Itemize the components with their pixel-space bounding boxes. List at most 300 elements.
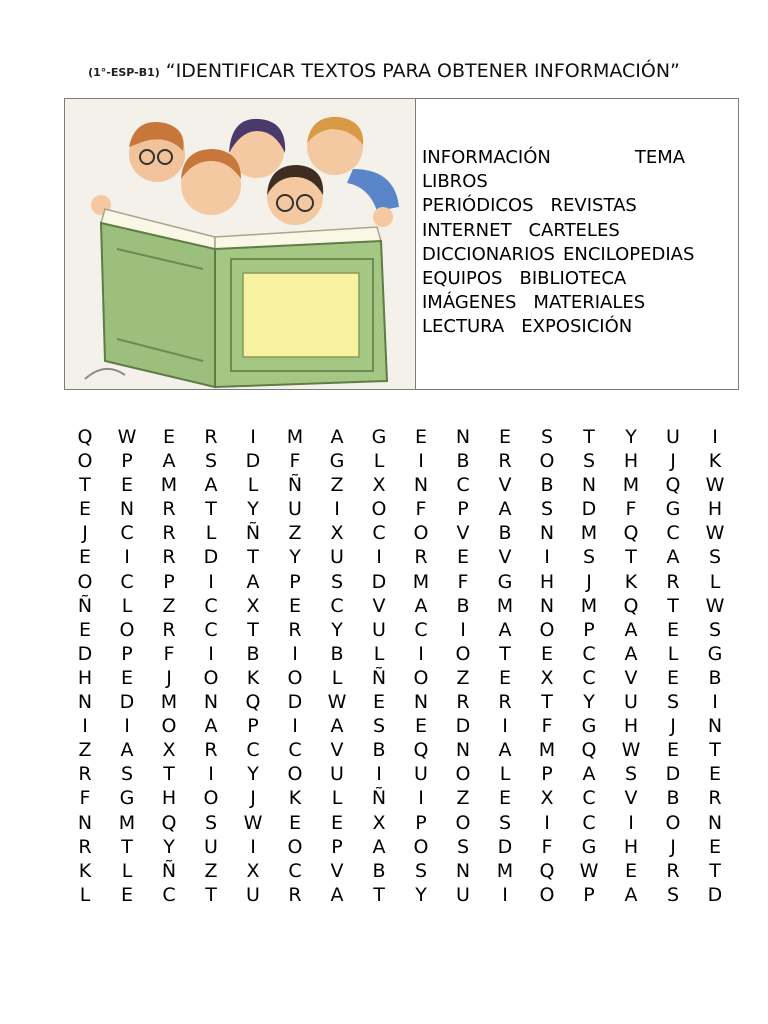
grid-letter[interactable]: W <box>621 739 641 762</box>
grid-letter[interactable]: T <box>121 835 133 858</box>
grid-letter[interactable]: F <box>625 498 637 521</box>
grid-letter[interactable]: S <box>498 811 512 834</box>
grid-letter[interactable]: P <box>583 883 595 906</box>
grid-letter[interactable]: R <box>666 570 680 593</box>
grid-letter[interactable]: N <box>581 474 597 497</box>
grid-letter[interactable]: I <box>502 883 508 906</box>
grid-letter[interactable]: P <box>163 570 175 593</box>
grid-letter[interactable]: S <box>372 715 386 738</box>
grid-letter[interactable]: U <box>372 618 386 641</box>
grid-letter[interactable]: K <box>288 787 302 810</box>
grid-letter[interactable]: C <box>288 859 302 882</box>
grid-letter[interactable]: G <box>371 426 387 448</box>
grid-letter[interactable]: O <box>287 666 303 689</box>
grid-letter[interactable]: M <box>580 594 598 617</box>
grid-letter[interactable]: O <box>371 498 387 521</box>
grid-letter[interactable]: Z <box>78 739 92 762</box>
grid-letter[interactable]: S <box>456 835 470 858</box>
grid-letter[interactable]: Q <box>539 859 555 882</box>
grid-letter[interactable]: R <box>414 546 428 569</box>
grid-letter[interactable]: U <box>330 763 344 786</box>
grid-letter[interactable]: S <box>204 811 218 834</box>
grid-letter[interactable]: I <box>544 811 550 834</box>
grid-letter[interactable]: T <box>247 546 259 569</box>
grid-letter[interactable]: S <box>330 570 344 593</box>
grid-letter[interactable]: E <box>540 642 553 665</box>
grid-letter[interactable]: I <box>460 618 466 641</box>
grid-letter[interactable]: C <box>372 522 386 545</box>
grid-letter[interactable]: R <box>708 787 722 810</box>
grid-letter[interactable]: S <box>708 618 722 641</box>
grid-letter[interactable]: I <box>250 426 256 448</box>
grid-letter[interactable]: R <box>288 883 302 906</box>
grid-letter[interactable]: F <box>541 835 553 858</box>
grid-letter[interactable]: P <box>541 763 553 786</box>
grid-letter[interactable]: D <box>707 883 723 906</box>
grid-letter[interactable]: G <box>581 835 597 858</box>
grid-letter[interactable]: T <box>499 642 511 665</box>
grid-letter[interactable]: R <box>498 450 512 473</box>
grid-letter[interactable]: S <box>120 763 134 786</box>
grid-letter[interactable]: A <box>498 739 512 762</box>
grid-letter[interactable]: P <box>121 642 133 665</box>
grid-letter[interactable]: S <box>540 426 554 448</box>
grid-letter[interactable]: I <box>502 715 508 738</box>
grid-letter[interactable]: I <box>292 715 298 738</box>
grid-letter[interactable]: F <box>79 787 91 810</box>
grid-letter[interactable]: F <box>541 715 553 738</box>
grid-letter[interactable]: L <box>331 666 343 689</box>
grid-letter[interactable]: C <box>204 618 218 641</box>
grid-letter[interactable]: O <box>77 450 93 473</box>
grid-letter[interactable]: E <box>624 859 637 882</box>
grid-letter[interactable]: H <box>623 835 639 858</box>
grid-letter[interactable]: A <box>498 498 512 521</box>
grid-letter[interactable]: D <box>371 570 387 593</box>
grid-letter[interactable]: I <box>712 691 718 714</box>
grid-letter[interactable]: T <box>583 426 595 448</box>
grid-letter[interactable]: S <box>540 498 554 521</box>
grid-letter[interactable]: A <box>624 642 638 665</box>
grid-letter[interactable]: M <box>160 691 178 714</box>
grid-letter[interactable]: E <box>498 426 511 448</box>
grid-letter[interactable]: M <box>286 426 304 448</box>
grid-letter[interactable]: A <box>498 618 512 641</box>
grid-letter[interactable]: A <box>246 570 260 593</box>
grid-letter[interactable]: C <box>414 618 428 641</box>
grid-letter[interactable]: L <box>373 642 385 665</box>
grid-letter[interactable]: A <box>162 450 176 473</box>
grid-letter[interactable]: U <box>246 883 260 906</box>
grid-letter[interactable]: O <box>413 835 429 858</box>
grid-letter[interactable]: A <box>204 474 218 497</box>
grid-letter[interactable]: R <box>78 763 92 786</box>
grid-letter[interactable]: I <box>628 811 634 834</box>
grid-letter[interactable]: K <box>708 450 722 473</box>
grid-letter[interactable]: L <box>247 474 259 497</box>
grid-letter[interactable]: T <box>205 498 217 521</box>
grid-letter[interactable]: W <box>243 811 263 834</box>
grid-letter[interactable]: W <box>117 426 137 448</box>
grid-letter[interactable]: I <box>544 546 550 569</box>
grid-letter[interactable]: O <box>455 642 471 665</box>
grid-letter[interactable]: Q <box>623 594 639 617</box>
grid-letter[interactable]: I <box>418 642 424 665</box>
grid-letter[interactable]: V <box>498 546 512 569</box>
grid-letter[interactable]: V <box>330 739 344 762</box>
grid-letter[interactable]: G <box>707 642 723 665</box>
grid-letter[interactable]: R <box>162 498 176 521</box>
grid-letter[interactable]: N <box>413 691 429 714</box>
grid-letter[interactable]: I <box>712 426 718 448</box>
grid-letter[interactable]: H <box>77 666 93 689</box>
grid-letter[interactable]: Y <box>625 426 637 448</box>
grid-letter[interactable]: Ñ <box>245 522 261 545</box>
grid-letter[interactable]: N <box>413 474 429 497</box>
grid-letter[interactable]: I <box>376 546 382 569</box>
grid-letter[interactable]: G <box>665 498 681 521</box>
grid-letter[interactable]: A <box>582 763 596 786</box>
grid-letter[interactable]: O <box>203 666 219 689</box>
grid-letter[interactable]: W <box>705 594 725 617</box>
grid-letter[interactable]: S <box>204 450 218 473</box>
grid-letter[interactable]: R <box>288 618 302 641</box>
grid-letter[interactable]: M <box>580 522 598 545</box>
grid-letter[interactable]: N <box>539 522 555 545</box>
grid-letter[interactable]: T <box>709 859 721 882</box>
grid-letter[interactable]: B <box>708 666 722 689</box>
grid-letter[interactable]: L <box>79 883 91 906</box>
grid-letter[interactable]: N <box>77 811 93 834</box>
grid-letter[interactable]: T <box>205 883 217 906</box>
grid-letter[interactable]: U <box>204 835 218 858</box>
grid-letter[interactable]: F <box>457 570 469 593</box>
grid-letter[interactable]: T <box>163 763 175 786</box>
grid-letter[interactable]: R <box>498 691 512 714</box>
grid-letter[interactable]: E <box>120 666 133 689</box>
grid-letter[interactable]: O <box>539 618 555 641</box>
grid-letter[interactable]: N <box>539 594 555 617</box>
grid-letter[interactable]: E <box>498 787 511 810</box>
grid-letter[interactable]: I <box>124 715 130 738</box>
grid-letter[interactable]: O <box>455 763 471 786</box>
grid-letter[interactable]: E <box>162 426 175 448</box>
grid-letter[interactable]: Z <box>288 522 302 545</box>
grid-letter[interactable]: E <box>120 474 133 497</box>
grid-letter[interactable]: Y <box>415 883 427 906</box>
grid-letter[interactable]: R <box>162 618 176 641</box>
grid-letter[interactable]: V <box>372 594 386 617</box>
grid-letter[interactable]: G <box>119 787 135 810</box>
grid-letter[interactable]: M <box>118 811 136 834</box>
grid-letter[interactable]: E <box>288 594 301 617</box>
grid-letter[interactable]: W <box>579 859 599 882</box>
grid-letter[interactable]: L <box>373 450 385 473</box>
grid-letter[interactable]: B <box>330 642 344 665</box>
grid-letter[interactable]: C <box>288 739 302 762</box>
grid-letter[interactable]: E <box>456 546 469 569</box>
grid-letter[interactable]: C <box>456 474 470 497</box>
grid-letter[interactable]: F <box>289 450 301 473</box>
grid-letter[interactable]: B <box>456 450 470 473</box>
grid-letter[interactable]: X <box>372 474 386 497</box>
grid-letter[interactable]: O <box>119 618 135 641</box>
grid-letter[interactable]: J <box>670 835 676 858</box>
grid-letter[interactable]: O <box>77 570 93 593</box>
grid-letter[interactable]: P <box>415 811 427 834</box>
grid-letter[interactable]: P <box>457 498 469 521</box>
grid-letter[interactable]: K <box>624 570 638 593</box>
grid-letter[interactable]: E <box>372 691 385 714</box>
grid-letter[interactable]: M <box>538 739 556 762</box>
grid-letter[interactable]: E <box>666 666 679 689</box>
grid-letter[interactable]: U <box>456 883 470 906</box>
grid-letter[interactable]: K <box>78 859 92 882</box>
grid-letter[interactable]: I <box>376 763 382 786</box>
grid-letter[interactable]: H <box>623 450 639 473</box>
grid-letter[interactable]: E <box>666 618 679 641</box>
grid-letter[interactable]: O <box>161 715 177 738</box>
grid-letter[interactable]: O <box>455 811 471 834</box>
grid-letter[interactable]: N <box>203 691 219 714</box>
grid-letter[interactable]: T <box>625 546 637 569</box>
grid-letter[interactable]: Y <box>247 498 259 521</box>
grid-letter[interactable]: I <box>208 763 214 786</box>
grid-letter[interactable]: J <box>250 787 256 810</box>
grid-letter[interactable]: E <box>414 715 427 738</box>
grid-letter[interactable]: T <box>79 474 91 497</box>
grid-letter[interactable]: A <box>372 835 386 858</box>
grid-letter[interactable]: D <box>245 450 261 473</box>
grid-letter[interactable]: L <box>709 570 721 593</box>
grid-letter[interactable]: E <box>708 835 721 858</box>
grid-letter[interactable]: Q <box>77 426 93 448</box>
grid-letter[interactable]: I <box>82 715 88 738</box>
grid-letter[interactable]: Y <box>163 835 175 858</box>
grid-letter[interactable]: E <box>78 546 91 569</box>
grid-letter[interactable]: B <box>498 522 512 545</box>
grid-letter[interactable]: P <box>247 715 259 738</box>
grid-letter[interactable]: E <box>120 883 133 906</box>
grid-letter[interactable]: C <box>666 522 680 545</box>
grid-letter[interactable]: P <box>583 618 595 641</box>
grid-letter[interactable]: Ñ <box>287 474 303 497</box>
grid-letter[interactable]: M <box>160 474 178 497</box>
grid-letter[interactable]: N <box>455 426 471 448</box>
grid-letter[interactable]: M <box>412 570 430 593</box>
grid-letter[interactable]: P <box>289 570 301 593</box>
grid-letter[interactable]: W <box>327 691 347 714</box>
grid-letter[interactable]: A <box>330 426 344 448</box>
grid-letter[interactable]: C <box>582 787 596 810</box>
grid-letter[interactable]: B <box>246 642 260 665</box>
grid-letter[interactable]: J <box>670 715 676 738</box>
grid-letter[interactable]: V <box>498 474 512 497</box>
grid-letter[interactable]: P <box>331 835 343 858</box>
grid-letter[interactable]: T <box>709 739 721 762</box>
grid-letter[interactable]: D <box>455 715 471 738</box>
grid-letter[interactable]: F <box>163 642 175 665</box>
grid-letter[interactable]: C <box>162 883 176 906</box>
grid-letter[interactable]: S <box>666 691 680 714</box>
grid-letter[interactable]: R <box>162 522 176 545</box>
grid-letter[interactable]: C <box>120 570 134 593</box>
grid-letter[interactable]: Ñ <box>371 666 387 689</box>
grid-letter[interactable]: N <box>455 739 471 762</box>
grid-letter[interactable]: U <box>666 426 680 448</box>
grid-letter[interactable]: E <box>330 811 343 834</box>
grid-letter[interactable]: M <box>496 859 514 882</box>
grid-letter[interactable]: N <box>119 498 135 521</box>
grid-letter[interactable]: U <box>330 546 344 569</box>
grid-letter[interactable]: O <box>413 522 429 545</box>
grid-letter[interactable]: I <box>418 450 424 473</box>
grid-letter[interactable]: O <box>665 811 681 834</box>
grid-letter[interactable]: E <box>288 811 301 834</box>
grid-letter[interactable]: R <box>204 739 218 762</box>
grid-letter[interactable]: D <box>581 498 597 521</box>
grid-letter[interactable]: J <box>670 450 676 473</box>
grid-letter[interactable]: X <box>372 811 386 834</box>
grid-letter[interactable]: X <box>162 739 176 762</box>
grid-letter[interactable]: T <box>373 883 385 906</box>
grid-letter[interactable]: P <box>121 450 133 473</box>
grid-letter[interactable]: R <box>162 546 176 569</box>
grid-letter[interactable]: I <box>292 642 298 665</box>
grid-letter[interactable]: Y <box>583 691 595 714</box>
grid-letter[interactable]: E <box>708 763 721 786</box>
grid-letter[interactable]: I <box>334 498 340 521</box>
grid-letter[interactable]: H <box>707 498 723 521</box>
grid-letter[interactable]: T <box>541 691 553 714</box>
grid-letter[interactable]: N <box>707 715 723 738</box>
grid-letter[interactable]: W <box>705 522 725 545</box>
grid-letter[interactable]: M <box>622 474 640 497</box>
grid-letter[interactable]: F <box>415 498 427 521</box>
grid-letter[interactable]: R <box>456 691 470 714</box>
grid-letter[interactable]: Q <box>245 691 261 714</box>
grid-letter[interactable]: Q <box>413 739 429 762</box>
grid-letter[interactable]: H <box>623 715 639 738</box>
grid-letter[interactable]: J <box>166 666 172 689</box>
grid-letter[interactable]: A <box>120 739 134 762</box>
grid-letter[interactable]: Z <box>456 666 470 689</box>
grid-letter[interactable]: V <box>456 522 470 545</box>
grid-letter[interactable]: Q <box>665 474 681 497</box>
grid-letter[interactable]: G <box>497 570 513 593</box>
grid-letter[interactable]: H <box>161 787 177 810</box>
grid-letter[interactable]: E <box>78 618 91 641</box>
grid-letter[interactable]: C <box>330 594 344 617</box>
grid-letter[interactable]: C <box>120 522 134 545</box>
grid-letter[interactable]: U <box>414 763 428 786</box>
grid-letter[interactable]: S <box>624 763 638 786</box>
grid-letter[interactable]: A <box>414 594 428 617</box>
grid-letter[interactable]: W <box>705 474 725 497</box>
grid-letter[interactable]: E <box>414 426 427 448</box>
grid-letter[interactable]: N <box>77 691 93 714</box>
grid-letter[interactable]: I <box>250 835 256 858</box>
grid-letter[interactable]: O <box>203 787 219 810</box>
grid-letter[interactable]: Q <box>581 739 597 762</box>
grid-letter[interactable]: G <box>329 450 345 473</box>
grid-letter[interactable]: X <box>540 787 554 810</box>
grid-letter[interactable]: L <box>499 763 511 786</box>
grid-letter[interactable]: I <box>208 570 214 593</box>
grid-letter[interactable]: L <box>331 787 343 810</box>
grid-letter[interactable]: C <box>582 642 596 665</box>
grid-letter[interactable]: S <box>582 450 596 473</box>
grid-letter[interactable]: L <box>121 859 133 882</box>
grid-letter[interactable]: M <box>496 594 514 617</box>
grid-letter[interactable]: B <box>540 474 554 497</box>
grid-letter[interactable]: R <box>666 859 680 882</box>
grid-letter[interactable]: G <box>581 715 597 738</box>
grid-letter[interactable]: O <box>539 450 555 473</box>
grid-letter[interactable]: N <box>707 811 723 834</box>
grid-letter[interactable]: A <box>204 715 218 738</box>
grid-letter[interactable]: V <box>624 787 638 810</box>
grid-letter[interactable]: D <box>119 691 135 714</box>
grid-letter[interactable]: T <box>247 618 259 641</box>
grid-letter[interactable]: D <box>665 763 681 786</box>
grid-letter[interactable]: L <box>121 594 133 617</box>
grid-letter[interactable]: Z <box>162 594 176 617</box>
grid-letter[interactable]: L <box>205 522 217 545</box>
grid-letter[interactable]: B <box>666 787 680 810</box>
grid-letter[interactable]: Q <box>623 522 639 545</box>
grid-letter[interactable]: U <box>288 498 302 521</box>
grid-letter[interactable]: U <box>624 691 638 714</box>
grid-letter[interactable]: E <box>78 498 91 521</box>
grid-letter[interactable]: O <box>287 763 303 786</box>
grid-letter[interactable]: H <box>539 570 555 593</box>
grid-letter[interactable]: V <box>624 666 638 689</box>
grid-letter[interactable]: A <box>666 546 680 569</box>
grid-letter[interactable]: R <box>78 835 92 858</box>
grid-letter[interactable]: C <box>582 666 596 689</box>
grid-letter[interactable]: O <box>539 883 555 906</box>
grid-letter[interactable]: C <box>582 811 596 834</box>
grid-letter[interactable]: A <box>624 883 638 906</box>
grid-letter[interactable]: Z <box>204 859 218 882</box>
grid-letter[interactable]: N <box>455 859 471 882</box>
grid-letter[interactable]: O <box>287 835 303 858</box>
grid-letter[interactable]: E <box>498 666 511 689</box>
grid-letter[interactable]: B <box>456 594 470 617</box>
grid-letter[interactable]: X <box>246 594 260 617</box>
grid-letter[interactable]: K <box>246 666 260 689</box>
grid-letter[interactable]: Y <box>247 763 259 786</box>
grid-letter[interactable]: T <box>667 594 679 617</box>
grid-letter[interactable]: R <box>204 426 218 448</box>
grid-letter[interactable]: D <box>203 546 219 569</box>
grid-letter[interactable]: A <box>624 618 638 641</box>
grid-letter[interactable]: A <box>330 715 344 738</box>
grid-letter[interactable]: Z <box>456 787 470 810</box>
grid-letter[interactable]: B <box>372 739 386 762</box>
grid-letter[interactable]: D <box>287 691 303 714</box>
grid-letter[interactable]: X <box>540 666 554 689</box>
grid-letter[interactable]: X <box>246 859 260 882</box>
grid-letter[interactable]: X <box>330 522 344 545</box>
grid-letter[interactable]: A <box>330 883 344 906</box>
grid-letter[interactable]: D <box>497 835 513 858</box>
grid-letter[interactable]: J <box>586 570 592 593</box>
grid-letter[interactable]: S <box>414 859 428 882</box>
grid-letter[interactable]: I <box>124 546 130 569</box>
grid-letter[interactable]: Z <box>330 474 344 497</box>
